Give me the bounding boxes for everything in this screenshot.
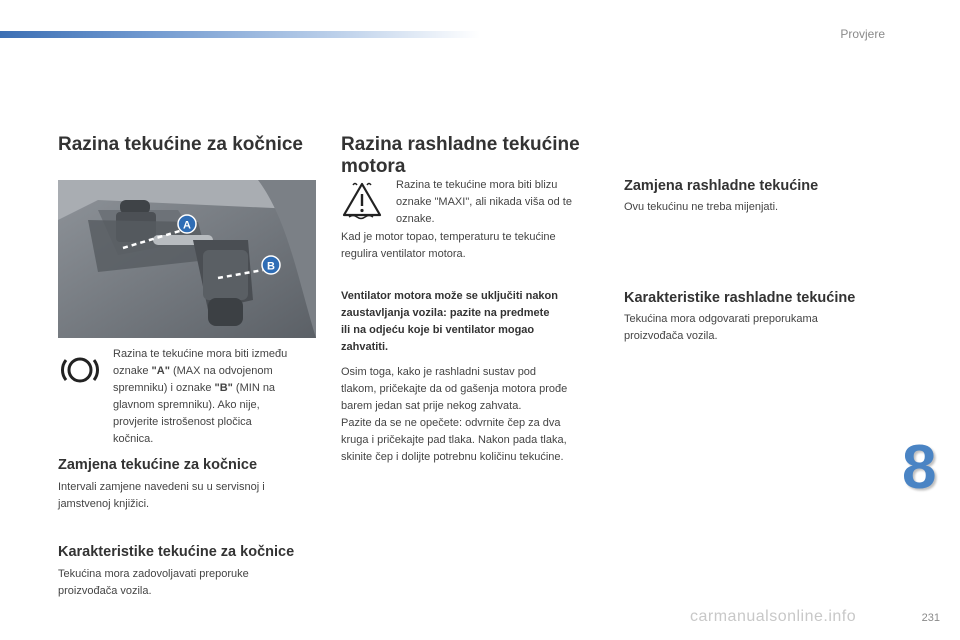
brake-fluid-spec-text: Tekućina mora zadovoljavati preporuke proizvođača vozila.: [58, 568, 249, 597]
label-b: B: [267, 260, 275, 273]
page-number: 231: [921, 612, 940, 624]
coolant-fan-warning: Ventilator motora može se uključiti nakon zaustavljanja vozila: pazite na predmete ili na odjeću koje bi ventilator mogao zahvatiti.: [341, 290, 558, 353]
coolant-intro: Razina te tekućine mora biti blizu oznake "MAXI", ali nikada viša od te oznake.: [396, 179, 572, 225]
coolant-hazard-icon: [341, 181, 383, 221]
header-accent-bar: [0, 31, 480, 38]
watermark: carmanualsonline.info: [690, 608, 857, 625]
coolant-spec-title: Karakteristike rashladne tekućine: [624, 290, 856, 306]
chapter-number: 8: [902, 433, 937, 502]
coolant-spec-text: Tekućina mora odgovarati preporukama proizvođača vozila.: [624, 313, 818, 342]
brake-fluid-replace-text: Intervali zamjene navedeni su u servisnoj i jamstvenoj knjižici.: [58, 481, 265, 510]
coolant-pressure-text: Osim toga, kako je rashladni sustav pod tlakom, pričekajte da od gašenja motora prođe barem jedan sat prije nekog zahvata. Pazite da se ne opečete: odvrnite čep za dva kruga i pričekajte pad tlaka. Nakon pada tlaka, skinite čep i dolijte potrebnu količinu tekućine.: [341, 366, 568, 463]
coolant-fan-text: Kad je motor topao, temperaturu te tekućine regulira ventilator motora.: [341, 231, 556, 260]
coolant-title: Razina rashladne tekućine motora: [341, 134, 580, 177]
label-a: A: [183, 219, 191, 232]
coolant-replace-title: Zamjena rashladne tekućine: [624, 178, 819, 194]
section-title: Provjere: [840, 27, 885, 41]
brake-fluid-intro: Razina te tekućine mora biti između oznake "A" (MAX na odvojenom spremniku) i oznake "B" (MIN na glavnom spremniku). Ako nije, provjerite istrošenost pločica kočnica.: [113, 348, 288, 445]
brake-fluid-title: Razina tekućine za kočnice: [58, 134, 303, 155]
brake-fluid-replace-title: Zamjena tekućine za kočnice: [58, 457, 258, 473]
coolant-replace-text: Ovu tekućinu ne treba mijenjati.: [624, 201, 779, 213]
brake-fluid-spec-title: Karakteristike tekućine za kočnice: [58, 544, 295, 560]
brake-warning-icon: [60, 352, 100, 388]
brake-fluid-reservoir-photo: [58, 180, 316, 338]
